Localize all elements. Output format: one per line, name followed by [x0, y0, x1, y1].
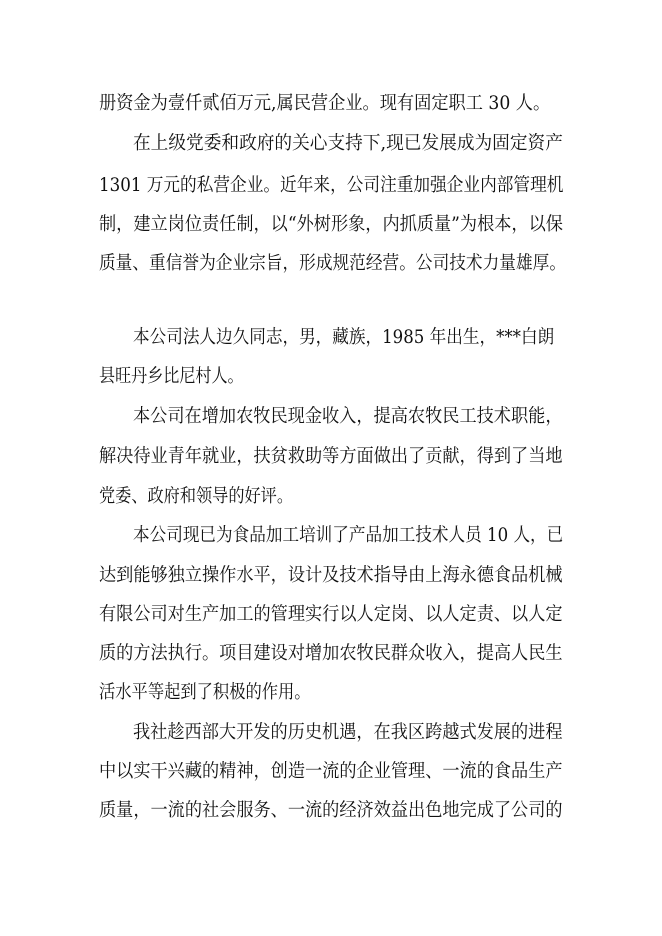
text-line — [0, 128, 662, 160]
line-text: 解决待业青年就业，扶贫救助等方面做出了贡献，得到了当地 — [99, 446, 563, 467]
text-line — [0, 638, 662, 670]
line-text: 党委、政府和领导的好评。 — [99, 486, 294, 507]
line-text: 县旺丹乡比尼村人。 — [99, 366, 244, 387]
text-line — [0, 209, 662, 241]
text-line — [0, 717, 662, 749]
line-text: 质量、重信誉为企业宗旨，形成规范经营。公司技术力量雄厚。 — [99, 253, 567, 274]
text-line — [0, 322, 662, 354]
line-text: 册资金为壹仟贰佰万元,属民营企业。现有固定职工 30 人。 — [99, 93, 551, 114]
text-line — [0, 599, 662, 631]
text-line — [0, 88, 662, 120]
line-text: 达到能够独立操作水平，设计及技术指导由上海永德食品机械 — [99, 565, 563, 586]
text-line — [0, 560, 662, 592]
line-text: 有限公司对生产加工的管理实行以人定岗、以人定责、以人定 — [99, 604, 563, 625]
line-text: 我社趁西部大开发的历史机遇，在我区跨越式发展的进程 — [133, 722, 563, 743]
line-text: 1301 万元的私营企业。近年来，公司注重加强企业内部管理机 — [99, 175, 564, 196]
line-text: 本公司法人边久同志，男，藏族，1985 年出生，***白朗 — [133, 327, 555, 348]
line-text: 本公司现已为食品加工培训了产品加工技术人员 10 人，已 — [133, 525, 564, 546]
text-line — [0, 520, 662, 552]
line-text: 制，建立岗位责任制，以“外树形象，内抓质量”为根本，以保 — [99, 214, 563, 235]
line-text: 中以实干兴藏的精神，创造一流的企业管理、一流的食品生产 — [99, 761, 563, 782]
line-text: 活水平等起到了积极的作用。 — [99, 682, 311, 703]
line-text: 本公司在增加农牧民现金收入，提高农牧民工技术职能， — [133, 406, 563, 427]
text-line — [0, 361, 662, 393]
line-text: 质的方法执行。项目建设对增加农牧民群众收入，提高人民生 — [99, 643, 563, 664]
text-line — [0, 170, 662, 202]
line-text: 在上级党委和政府的关心支持下,现已发展成为固定资产 — [133, 133, 563, 154]
text-line — [0, 441, 662, 473]
line-text: 质量，一流的社会服务、一流的经济效益出色地完成了公司的 — [99, 800, 563, 821]
text-line — [0, 756, 662, 788]
text-line — [0, 248, 662, 280]
text-line — [0, 795, 662, 827]
text-line — [0, 481, 662, 513]
text-line — [0, 401, 662, 433]
text-line — [0, 677, 662, 709]
